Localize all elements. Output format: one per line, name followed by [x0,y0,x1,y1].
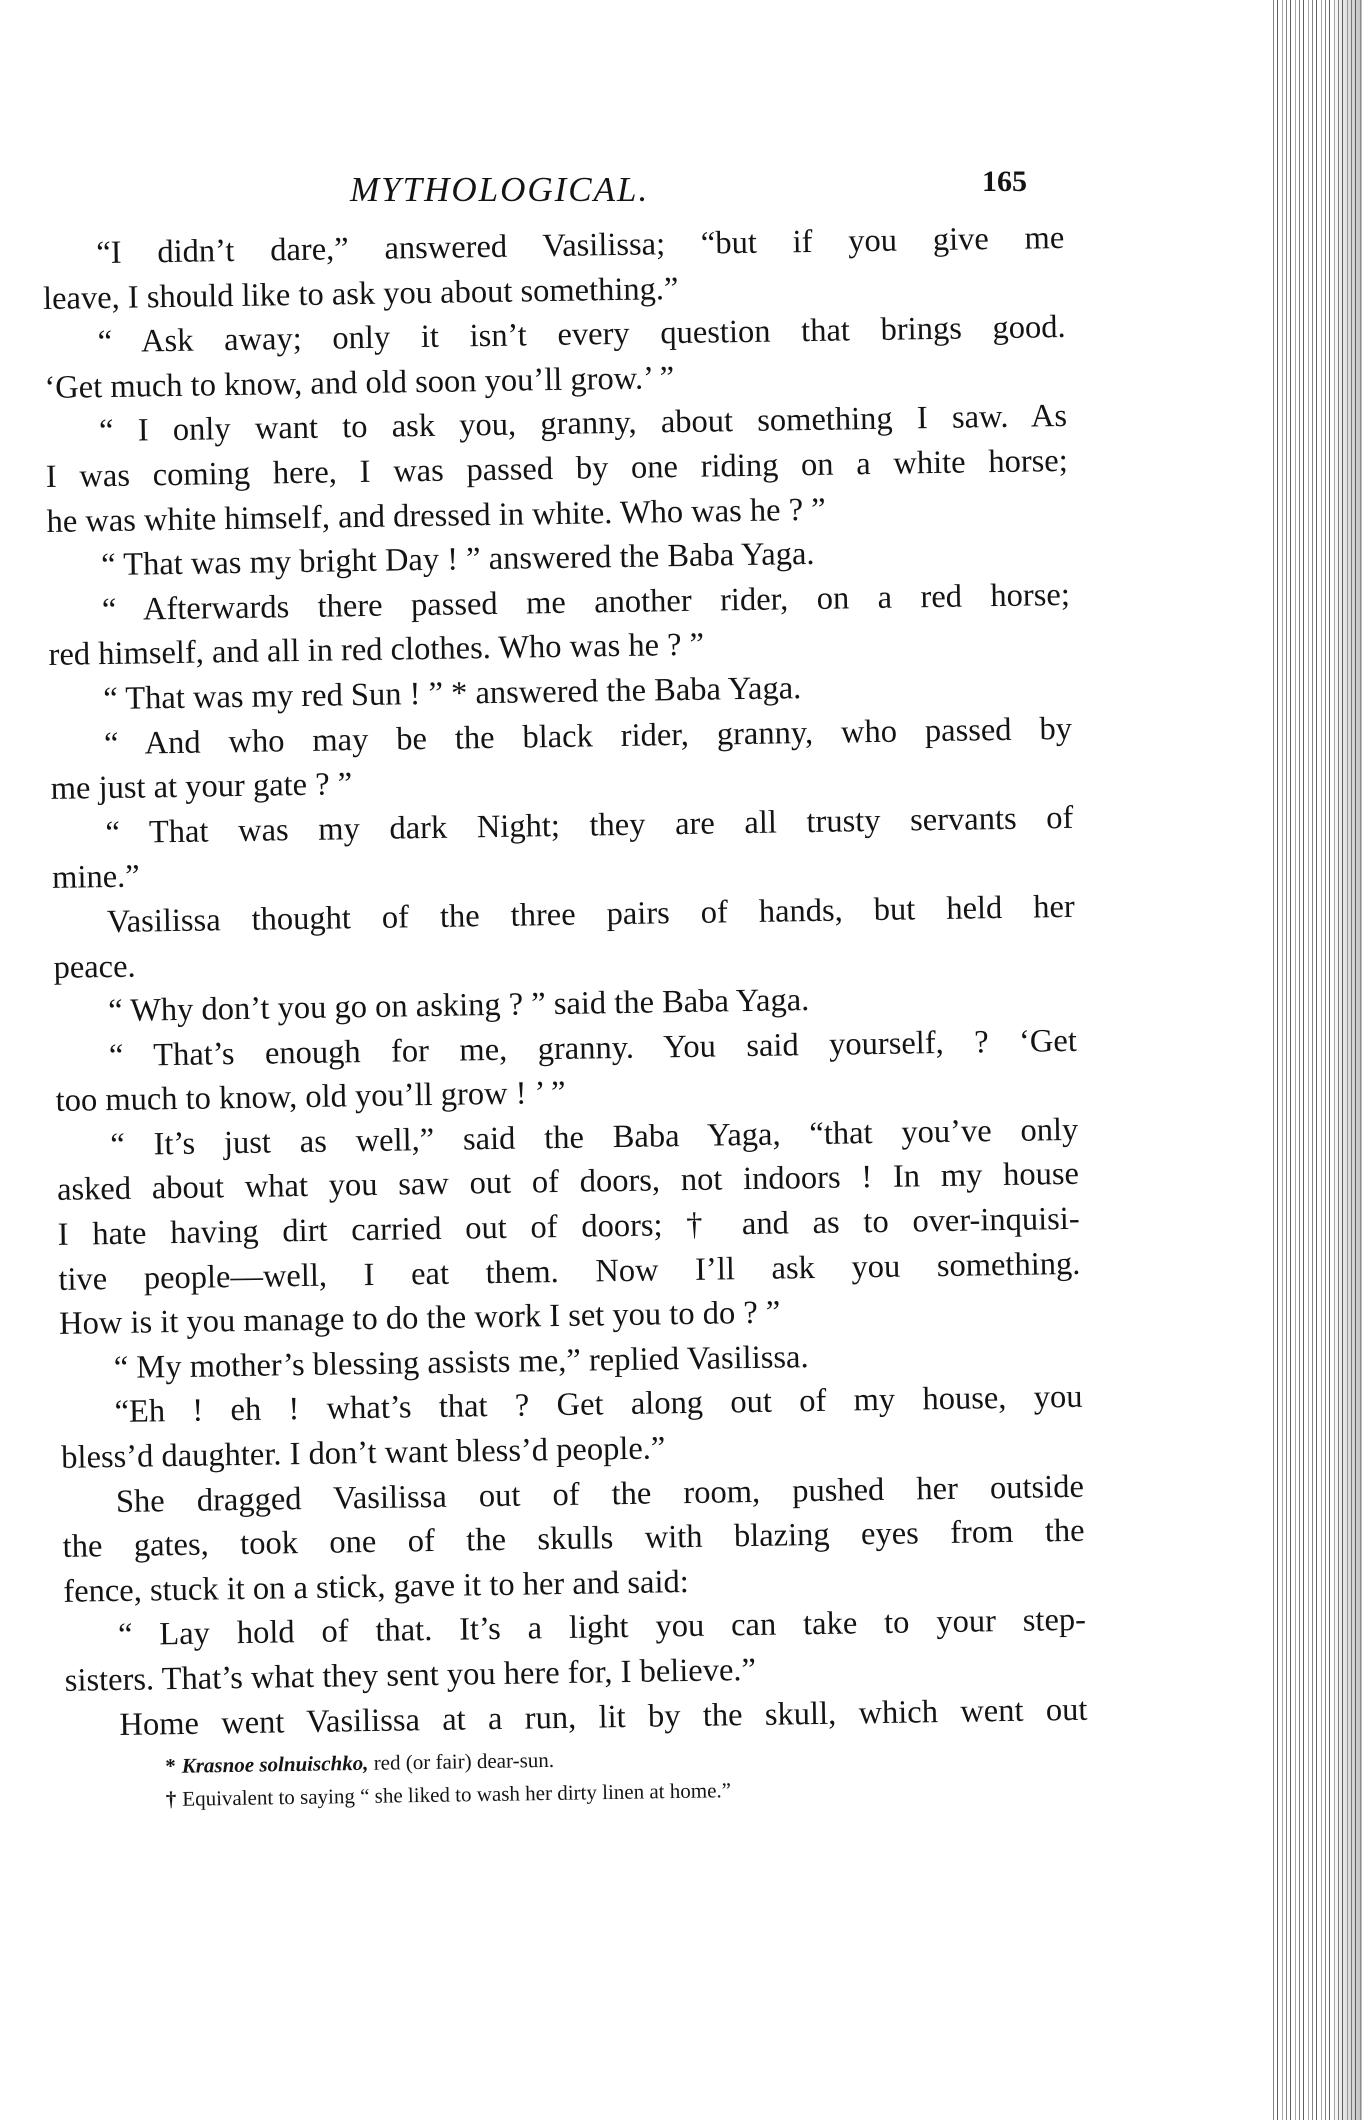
binding-edge [1270,0,1362,2120]
footnote-mark: † [165,1786,177,1811]
footnotes [165,1736,1066,1816]
running-head: MYTHOLOGICAL. [350,170,650,209]
text-line: “ My mother’s blessing assists me,” replied Vasilissa. [113,1338,809,1386]
text-line: I was coming here, I was passed by one riding on a white horse; [45,442,1069,495]
text-line: the gates, took one of the skulls with blazing eyes from the [62,1513,1085,1566]
text-line: I hate having dirt carried out of doors; † and as to over-inquisi- [57,1200,1080,1253]
footnote-text: Equivalent to saying “ she liked to wash her dirty linen at home.” [182,1778,732,1811]
text-line: “ It’s just as well,” said the Baba Yaga, “that you’ve only [110,1111,1079,1163]
text-line: he was white himself, and dressed in white. Who was he ? ” [46,491,826,540]
text-line: “ Ask away; only it isn’t every question that brings good. [97,309,1066,361]
text-line: ‘Get much to know, and old soon you’ll grow.’ ” [44,359,675,406]
footnote-mark: * [165,1753,176,1778]
page-number: 165 [982,165,1027,198]
text-line: “ Afterwards there passed me another rider, on a red horse; [101,576,1071,628]
text-line: “Eh ! eh ! what’s that ? Get along out of my house, you [114,1379,1083,1431]
text-line: me just at your gate ? ” [50,766,353,808]
text-line: How is it you manage to do the work I set you to do ? ” [58,1294,781,1343]
text-line: She dragged Vasilissa out of the room, pushed her outside [115,1468,1085,1520]
body-text [42,216,1088,1748]
text-line: bless’d daughter. I don’t want bless’d people.” [60,1430,666,1476]
text-line: leave, I should like to ask you about something.” [42,270,679,317]
text-line: “ That was my bright Day ! ” answered the Baba Yaga. [100,536,815,584]
text-line: “I didn’t dare,” answered Vasilissa; “but if you give me [96,219,1065,272]
text-line: tive people—well, I eat them. Now I’ll ask you something. [58,1245,1081,1298]
text-line: “ That was my dark Night; they are all trusty servants of [105,799,1074,851]
text-line: peace. [53,948,136,986]
text-line: “ That’s enough for me, granny. You said yourself, ? ‘Get [108,1022,1078,1074]
text-line: Vasilissa thought of the three pairs of hands, but held her [106,888,1076,940]
text-line: asked about what you saw out of doors, not indoors ! In my house [56,1156,1080,1209]
text-line: “ Lay hold of that. It’s a light you can take to your step- [117,1602,1087,1654]
text-line: sisters. That’s what they sent you here for, I believe.” [64,1651,757,1699]
text-line: too much to know, old you’ll grow ! ’ ” [55,1075,566,1120]
text-line: Home went Vasilissa at a run, lit by the skull, which went out [119,1691,1088,1743]
footnote-text: red (or fair) dear-sun. [373,1747,555,1775]
text-line: fence, stuck it on a stick, gave it to her and said: [63,1563,690,1610]
text-line: “ Why don’t you go on asking ? ” said the Baba Yaga. [107,982,810,1030]
text-line: mine.” [51,858,140,897]
text-line: “ That was my red Sun ! ” * answered the Baba Yaga. [103,670,802,718]
text-line: “ And who may be the black rider, granny, who passed by [103,710,1073,762]
footnote-term: Krasnoe solnuischko, [181,1750,369,1778]
text-line: “ I only want to ask you, granny, about something I saw. As [98,398,1068,450]
text-line: red himself, and all in red clothes. Who was he ? ” [48,626,705,674]
